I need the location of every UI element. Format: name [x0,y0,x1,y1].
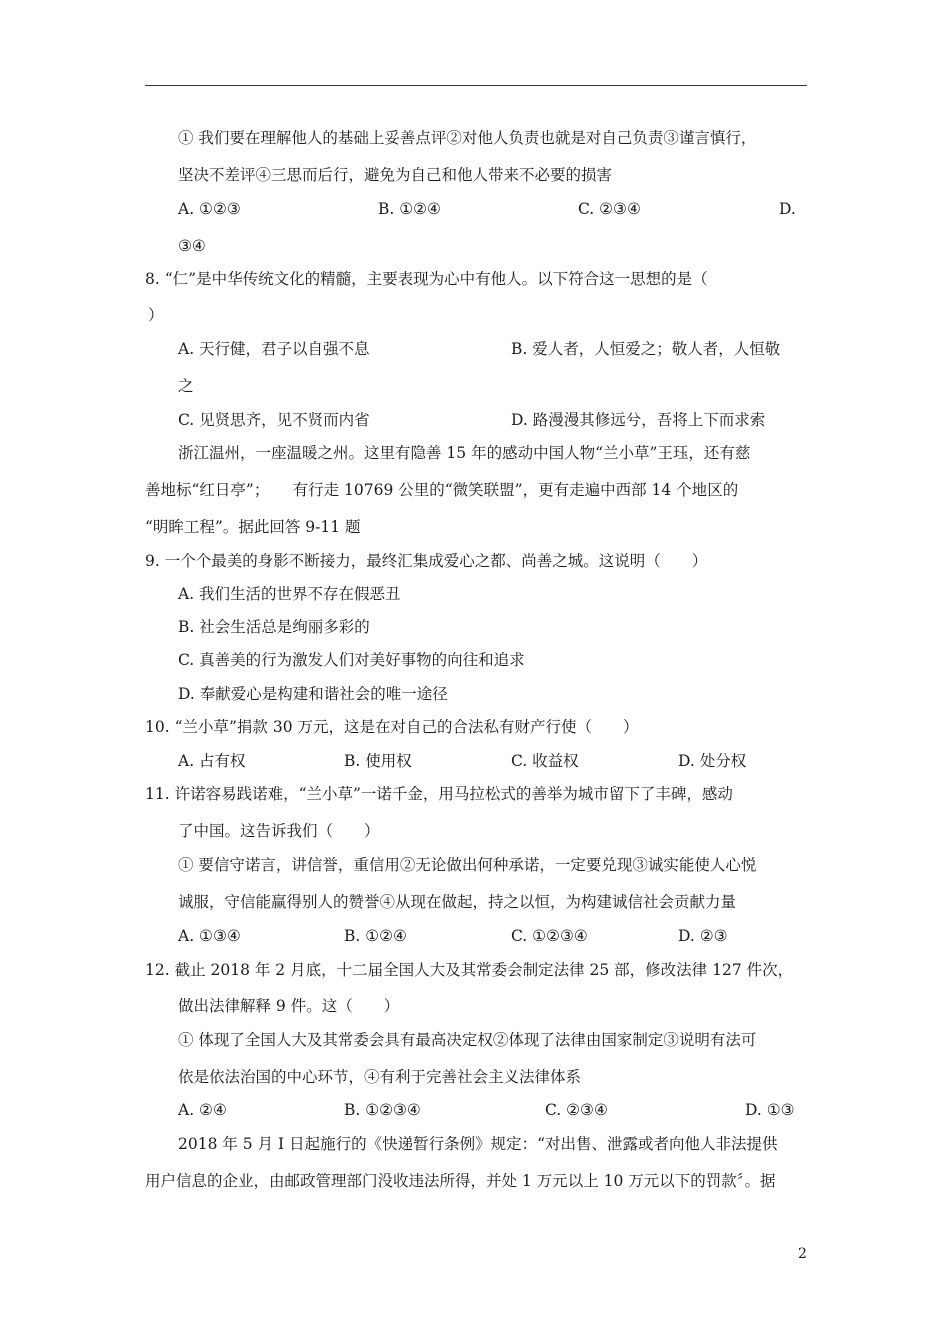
q7-option-a: A. ①②③ [178,200,241,218]
q11-option-d: D. ②③ [678,927,728,945]
header-rule [145,85,807,86]
q12-option-a: A. ②④ [178,1101,227,1119]
q12-option-b: B. ①②③④ [344,1101,421,1119]
q9-option-a: A. 我们生活的世界不存在假恶丑 [178,585,401,603]
q12-stem-line1: 12. 截止 2018 年 2 月底，十二届全国人大及其常委会制定法律 25 部，修改法律 127 件次， [145,961,794,979]
q10-option-d: D. 处分权 [678,752,747,770]
q12-option-d: D. ①③ [745,1101,795,1119]
q11-stem-line2: 了中国。这告诉我们（ ） [178,822,380,840]
q12-statements-line1: ① 体现了全国人大及其常委会具有最高决定权②体现了法律由国家制定③说明有法可 [178,1031,757,1049]
q7-option-b: B. ①②④ [378,200,441,218]
material2-line2: 用户信息的企业，由邮政管理部门没收违法所得，并处 1 万元以上 10 万元以下的罚款〞。据 [145,1172,776,1190]
q11-statements-line2: 诚服，守信能赢得别人的赞誉④从现在做起，持之以恒，为构建诚信社会贡献力量 [178,893,737,911]
q10-stem: 10. “兰小草”捐款 30 万元，这是在对自己的合法私有财产行使（ ） [145,718,639,736]
q11-statements-line1: ① 要信守诺言，讲信誉，重信用②无论做出何种承诺，一定要兑现③诚实能使人心悦 [178,856,757,874]
q10-option-a: A. 占有权 [178,752,246,770]
q8-stem-line1: 8. “仁”是中华传统文化的精髓，主要表现为心中有他人。以下符合这一思想的是（ [145,270,708,288]
q11-option-c: C. ①②③④ [511,927,588,945]
material1-line1: 浙江温州，一座温暖之州。这里有隐善 15 年的感动中国人物“兰小草”王珏，还有慈 [178,444,751,462]
q8-option-b: B. 爱人者，人恒爱之；敬人者，人恒敬 [511,340,781,358]
q7-option-d-continued: ③④ [178,237,206,255]
q8-option-d: D. 路漫漫其修远兮，吾将上下而求索 [511,411,766,429]
q9-option-b: B. 社会生活总是绚丽多彩的 [178,618,370,636]
q9-option-c: C. 真善美的行为激发人们对美好事物的向往和追求 [178,651,525,669]
q11-stem-line1: 11. 许诺容易践诺难，“兰小草”一诺千金，用马拉松式的善举为城市留下了丰碑，感动 [145,785,733,803]
q10-option-c: C. 收益权 [511,752,579,770]
q11-option-a: A. ①③④ [178,927,241,945]
q10-option-b: B. 使用权 [344,752,412,770]
material1-line2: 善地标“红日亭”； 有行走 10769 公里的“微笑联盟”，更有走遍中西部 14 个地区的 [145,481,739,499]
q9-option-d: D. 奉献爱心是构建和谐社会的唯一途径 [178,685,448,703]
q7-option-c: C. ②③④ [578,200,641,218]
q12-stem-line2: 做出法律解释 9 件。这（ ） [178,997,400,1015]
q7-statements-line2: 坚决不差评④三思而后行，避免为自己和他人带来不必要的损害 [178,166,613,184]
q12-option-c: C. ②③④ [545,1101,608,1119]
material2-line1: 2018 年 5 月 I 日起施行的《快递暂行条例》规定：“对出售、泄露或者向他人非法提供 [178,1135,778,1153]
q7-option-d: D. [779,200,796,218]
q8-stem-line2: ） [148,306,164,324]
q11-option-b: B. ①②④ [344,927,407,945]
q8-option-c: C. 见贤思齐，见不贤而内省 [178,411,370,429]
q9-stem: 9. 一个个最美的身影不断接力，最终汇集成爱心之都、尚善之城。这说明（ ） [145,552,708,570]
q8-option-b-continued: 之 [178,377,194,395]
q12-statements-line2: 依是依法治国的中心环节，④有利于完善社会主义法律体系 [178,1068,582,1086]
material1-line3: “明眸工程”。据此回答 9-11 题 [145,518,361,536]
page-number: 2 [798,1246,807,1262]
q7-statements-line1: ① 我们要在理解他人的基础上妥善点评②对他人负责也就是对自己负责③谨言慎行， [178,129,757,147]
q8-option-a: A. 天行健，君子以自强不息 [178,340,370,358]
